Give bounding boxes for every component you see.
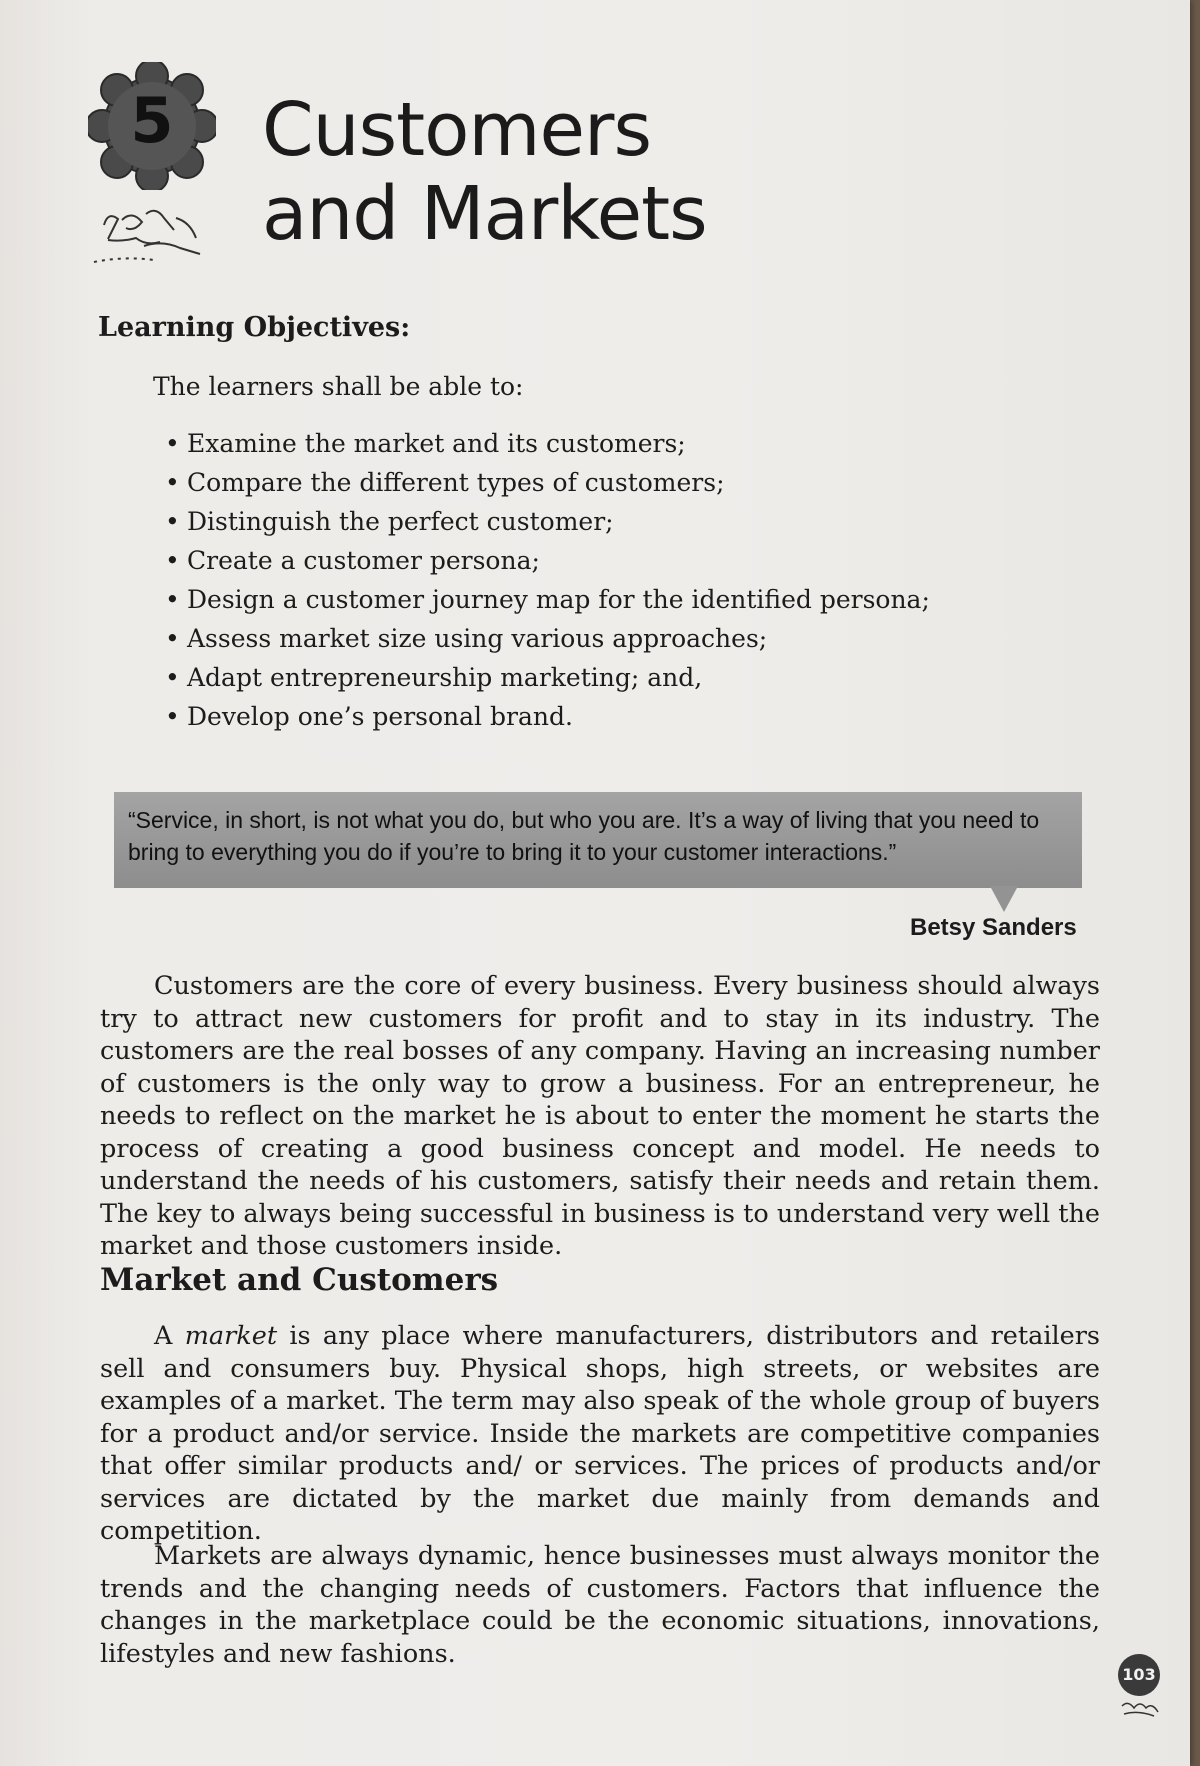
section-heading: Market and Customers [100,1262,499,1298]
quote-author: Betsy Sanders [910,914,1077,941]
quote-box [114,792,1082,888]
objective-item: • Adapt entrepreneurship marketing; and, [165,658,930,697]
objective-item: • Design a customer journey map for the identified persona; [165,580,930,619]
chapter-badge [88,62,216,190]
intro-paragraph: Customers are the core of every business. Every business should always try to attract new customers for profit and to stay in its industry. The customers are the real bosses of any company. Having an increasing number of customers is the only way to grow a business. For an entrepreneur, he needs to reflect on the market he is about to enter the moment he starts the process of creating a good business concept and model. He needs to understand the needs of his customers, satisfy their needs and retain them. The key to always being successful in business is to understand very well the market and those customers inside. [100,971,1100,1261]
learning-objectives-list [165,424,930,736]
objective-item: • Create a customer persona; [165,541,930,580]
market-term: market [184,1321,278,1351]
chapter-title-line-2: and Markets [262,171,707,257]
learning-objectives-heading: Learning Objectives: [98,312,411,343]
page-number-scribble-icon [1116,1698,1162,1720]
market-para-rest: is any place where manufacturers, distributors and retailers sell and consumers buy. Physical shops, high streets, or websites are examples of a market. The term may also speak of the whole group of buyers for a product and/or service. Inside the markets are competitive companies that offer similar products and/ or services. The prices of products and/or services are dictated by the market due mainly from demands and competition. [100,1321,1100,1546]
objective-item: • Develop one’s personal brand. [165,697,930,736]
decorative-scribble-icon [84,200,224,270]
chapter-number: 5 [130,84,174,157]
page-number: 103 [1118,1654,1160,1696]
market-definition-paragraph [100,1320,1100,1548]
objective-item: • Assess market size using various approaches; [165,619,930,658]
chapter-title-line-1: Customers [262,87,652,173]
market-para-lead: A [154,1321,185,1351]
chapter-title [262,88,707,256]
quote-bubble-tail [990,886,1018,912]
dynamic-markets-paragraph: Markets are always dynamic, hence businesses must always monitor the trends and the changing needs of customers. Factors that influence the changes in the marketplace could be the economic situations, innovations, lifestyles and new fashions. [100,1541,1100,1669]
learning-objectives-intro: The learners shall be able to: [153,372,524,401]
objective-item: • Compare the different types of customers; [165,463,930,502]
quote-text: “Service, in short, is not what you do, but who you are. It’s a way of living that you need to bring to everything you do if you’re to bring it to your customer interactions.” [128,807,1040,865]
objective-item: • Examine the market and its customers; [165,424,930,463]
objective-item: • Distinguish the perfect customer; [165,502,930,541]
